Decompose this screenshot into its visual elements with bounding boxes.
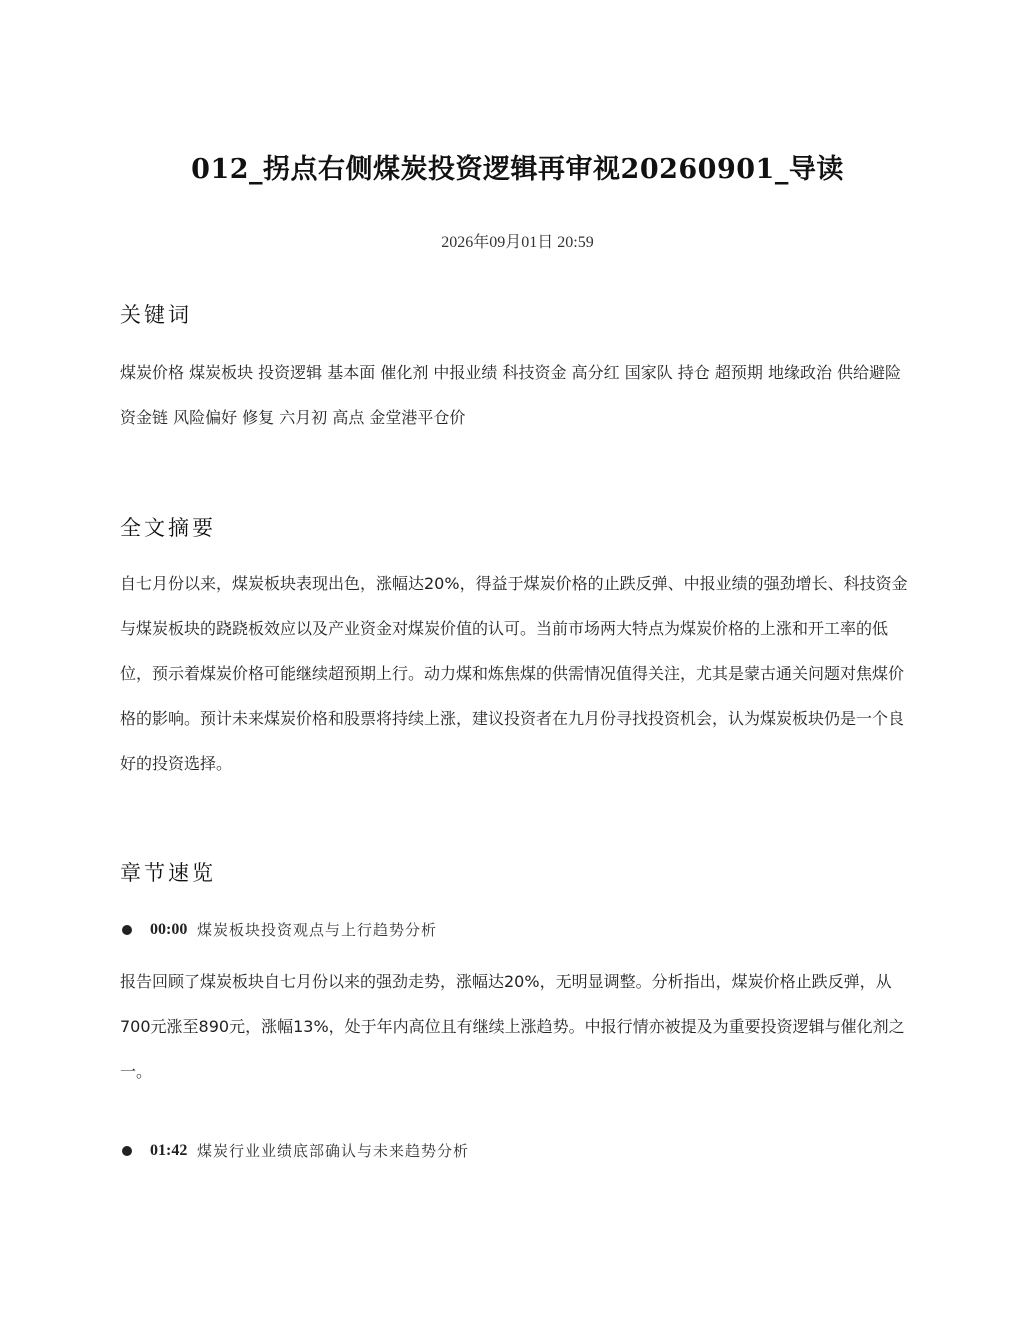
keywords-heading: 关键词: [120, 303, 192, 327]
document-title: 012_拐点右侧煤炭投资逻辑再审视20260901_导读: [191, 154, 844, 185]
bullet-icon: [122, 925, 132, 935]
chapter-timestamp[interactable]: 00:00: [150, 921, 188, 938]
chapter-title: 煤炭板块投资观点与上行趋势分析: [197, 921, 438, 939]
keywords-text: 煤炭价格 煤炭板块 投资逻辑 基本面 催化剂 中报业绩 科技资金 高分红 国家队 持仓 超预期 地缘政治 供给避险 资金链 风险偏好 修复 六月初 高点 金堂港平仓价: [120, 363, 902, 427]
chapter-item: [120, 915, 915, 1094]
chapter-header: [120, 915, 915, 945]
chapter-title: 煤炭行业业绩底部确认与未来趋势分析: [197, 1142, 470, 1160]
chapter-item: [120, 1136, 915, 1166]
chapter-header: [120, 1136, 915, 1166]
summary-heading: 全文摘要: [120, 516, 216, 540]
bullet-icon: [122, 1146, 132, 1156]
summary-text: 自七月份以来，煤炭板块表现出色，涨幅达20%，得益于煤炭价格的止跌反弹、中报业绩的强劲增长、科技资金与煤炭板块的跷跷板效应以及产业资金对煤炭价值的认可。当前市场两大特点为煤炭价格的上涨和开工率的低位，预示着煤炭价格可能继续超预期上行。动力煤和炼焦煤的供需情况值得关注，尤其是蒙古通关问题对焦煤价格的影响。预计未来煤炭价格和股票将持续上涨，建议投资者在九月份寻找投资机会，认为煤炭板块仍是一个良好的投资选择。: [120, 574, 908, 773]
chapter-timestamp[interactable]: 01:42: [150, 1142, 188, 1159]
chapter-body: 报告回顾了煤炭板块自七月份以来的强劲走势，涨幅达20%，无明显调整。分析指出，煤炭价格止跌反弹，从700元涨至890元，涨幅13%，处于年内高位且有继续上涨趋势。中报行情亦被提及为重要投资逻辑与催化剂之一。: [120, 972, 905, 1081]
chapters-heading: 章节速览: [120, 861, 216, 885]
document-date: 2026年09月01日 20:59: [441, 234, 594, 251]
